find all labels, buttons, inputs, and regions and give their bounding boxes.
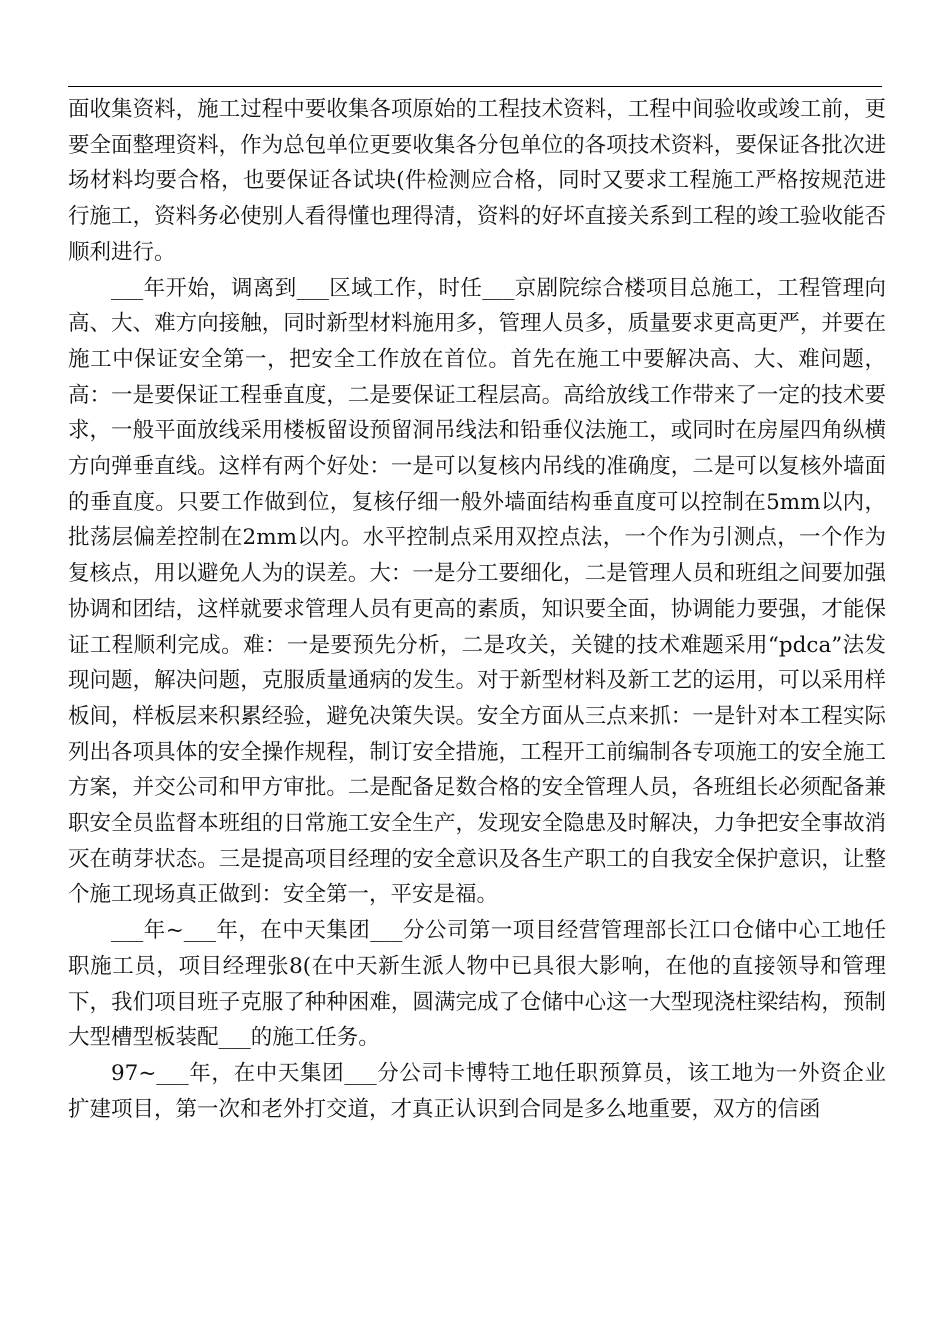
paragraph-1: 面收集资料，施工过程中要收集各项原始的工程技术资料，工程中间验收或竣工前，更要全面整理资料，作为总包单位更要收集各分包单位的各项技术资料，要保证各批次进场材料均要合格，也要保证各试块(件检测应合格，同时又要求工程施工严格按规范进行施工，资料务必使别人看得懂也理得清，资料的好坏直接关系到工程的竣工验收能否顺利进行。 xyxy=(68,97,886,265)
paragraph-4: 97~___年，在中天集团___分公司卡博特工地任职预算员，该工地为一外资企业扩建项目，第一次和老外打交道，才真正认识到合同是多么地重要，双方的信函 xyxy=(68,1060,886,1122)
header-rule xyxy=(68,86,882,87)
paragraph-3: ___年~___年，在中天集团___分公司第一项目经营管理部长江口仓储中心工地任职施工员，项目经理张8(在中天新生派人物中已具很大影响，在他的直接领导和管理下，我们项目班子克服了种种困难，圆满完成了仓储中心这一大型现浇柱梁结构，预制大型槽型板装配___的施工任务。 xyxy=(68,918,886,1051)
paragraph-2: ___年开始，调离到___区域工作，时任___京剧院综合楼项目总施工，工程管理向高、大、难方向接触，同时新型材料施用多，管理人员多，质量要求更高更严，并要在施工中保证安全第一，把安全工作放在首位。首先在施工中要解决高、大、难问题，高：一是要保证工程垂直度，二是要保证工程层高。高给放线工作带来了一定的技术要求，一般平面放线采用楼板留设预留洞吊线法和铅垂仪法施工，或同时在房屋四角纵横方向弹垂直线。这样有两个好处：一是可以复核内吊线的准确度，二是可以复核外墙面的垂直度。只要工作做到位，复核仔细一般外墙面结构垂直度可以控制在5mm以内，批荡层偏差控制在2mm以内。水平控制点采用双控点法，一个作为引测点，一个作为复核点，用以避免人为的误差。大：一是分工要细化，二是管理人员和班组之间要加强协调和团结，这样就要求管理人员有更高的素质，知识要全面，协调能力要强，才能保证工程顺利完成。难：一是要预先分析，二是攻关，关键的技术难题采用“pdca”法发现问题，解决问题，克服质量通病的发生。对于新型材料及新工艺的运用，可以采用样板间，样板层来积累经验，避免决策失误。安全方面从三点来抓：一是针对本工程实际列出各项具体的安全操作规程，制订安全措施，工程开工前编制各专项施工的安全施工方案，并交公司和甲方审批。二是配备足数合格的安全管理人员，各班组长必须配备兼职安全员监督本班组的日常施工安全生产，发现安全隐患及时解决，力争把安全事故消灭在萌芽状态。三是提高项目经理的安全意识及各生产职工的自我安全保护意识，让整个施工现场真正做到：安全第一，平安是福。 xyxy=(68,275,886,908)
document-body xyxy=(68,92,886,1127)
